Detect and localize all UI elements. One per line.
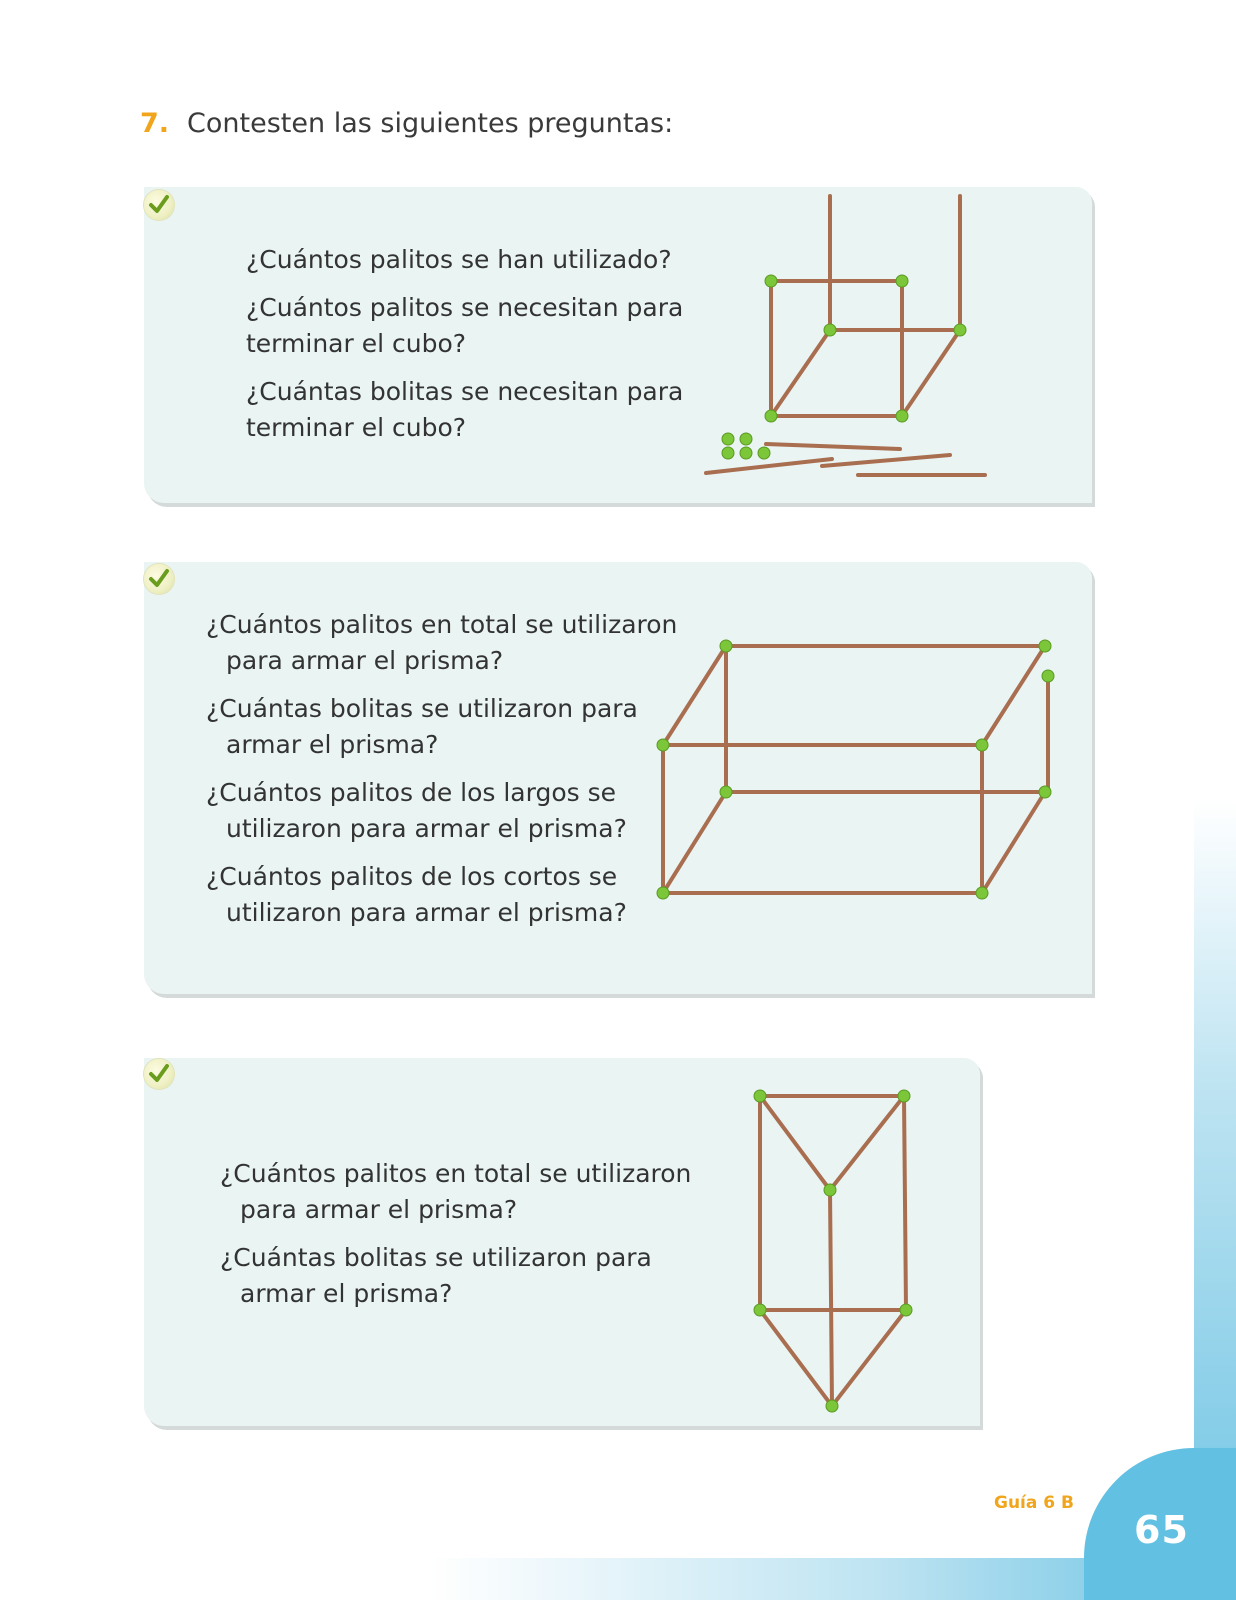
check-icon: [144, 1059, 174, 1089]
question-2: ¿Cuántas bolitas se utilizaron para: [220, 1243, 652, 1272]
question-4-cont: utilizaron para armar el prisma?: [226, 898, 627, 927]
question-3-cont: terminar el cubo?: [246, 413, 467, 442]
triangular-prism-illustration: [740, 1082, 920, 1422]
check-icon: [144, 190, 174, 220]
question-1-cont: para armar el prisma?: [240, 1195, 518, 1224]
check-icon: [144, 564, 174, 594]
exercise-instruction: Contesten las siguientes preguntas:: [187, 108, 674, 139]
guide-label: Guía 6 B: [994, 1493, 1074, 1513]
question-2: ¿Cuántos palitos se necesitan para: [246, 293, 684, 322]
question-2-cont: armar el prisma?: [226, 730, 439, 759]
question-list-cube: [246, 242, 683, 446]
question-2-cont: terminar el cubo?: [246, 329, 467, 358]
question-2: ¿Cuántas bolitas se utilizaron para: [206, 694, 638, 723]
question-list-rectangular-prism: [206, 607, 677, 931]
rectangular-prism-illustration: [650, 630, 1070, 900]
exercise-number: 7.: [140, 108, 170, 139]
question-4: ¿Cuántos palitos de los cortos se: [206, 862, 618, 891]
question-2-cont: armar el prisma?: [240, 1279, 453, 1308]
question-1-cont: para armar el prisma?: [226, 646, 504, 675]
question-1: ¿Cuántos palitos se han utilizado?: [246, 245, 672, 274]
page-number: 65: [1134, 1508, 1189, 1552]
question-3: ¿Cuántas bolitas se necesitan para: [246, 377, 684, 406]
question-list-triangular-prism: [220, 1156, 691, 1312]
incomplete-cube-illustration: [700, 190, 1000, 490]
question-3-cont: utilizaron para armar el prisma?: [226, 814, 627, 843]
question-1: ¿Cuántos palitos en total se utilizaron: [220, 1159, 692, 1188]
exercise-heading: [140, 108, 673, 139]
question-1: ¿Cuántos palitos en total se utilizaron: [206, 610, 678, 639]
question-3: ¿Cuántos palitos de los largos se: [206, 778, 617, 807]
